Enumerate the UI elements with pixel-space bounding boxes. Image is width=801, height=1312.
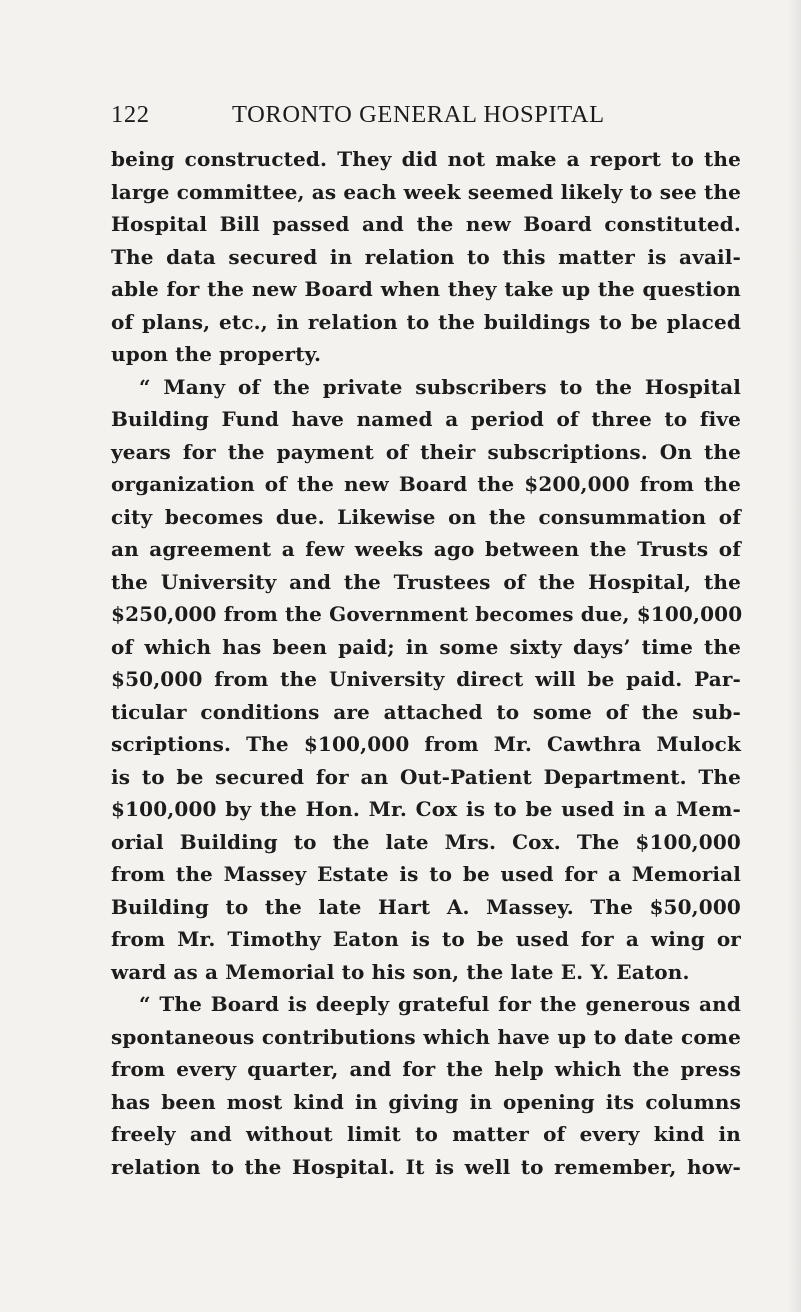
text-line: from every quarter, and for the help which the press	[111, 1057, 741, 1081]
running-head	[111, 101, 671, 131]
text-line: relation to the Hospital. It is well to remember, how-	[111, 1154, 741, 1179]
text-line: organization of the new Board the $200,000 from the	[111, 472, 741, 496]
text-line: $250,000 from the Government becomes due, $100,000	[111, 602, 743, 626]
text-line: Hospital Bill passed and the new Board constituted.	[111, 212, 741, 236]
text-line: able for the new Board when they take up the question	[111, 277, 741, 301]
text-line: Building Fund have named a period of three to five	[111, 407, 741, 431]
text-line: ward as a Memorial to his son, the late E. Y. Eaton.	[111, 959, 690, 984]
text-line: scriptions. The $100,000 from Mr. Cawthra Mulock	[111, 732, 741, 756]
text-line: of plans, etc., in relation to the buildings to be placed	[111, 309, 741, 334]
text-line: ticular conditions are attached to some of the sub-	[111, 699, 741, 724]
text-line: spontaneous contributions which have up to date come	[111, 1024, 741, 1049]
text-line: has been most kind in giving in opening its columns	[111, 1089, 741, 1114]
text-line: The data secured in relation to this matter is avail-	[111, 244, 741, 269]
text-line: large committee, as each week seemed likely to see the	[111, 179, 741, 204]
text-line: Building to the late Hart A. Massey. The $50,000	[111, 894, 741, 919]
text-line: years for the payment of their subscriptions. On the	[111, 439, 741, 464]
text-line: “ The Board is deeply grateful for the generous and	[139, 992, 741, 1016]
page-number: 122	[111, 101, 150, 128]
text-line: from Mr. Timothy Eaton is to be used for a wing or	[111, 927, 741, 951]
text-line: from the Massey Estate is to be used for a Memorial	[111, 862, 741, 886]
text-line: city becomes due. Likewise on the consummation of	[111, 504, 741, 529]
text-line: of which has been paid; in some sixty days’ time the	[111, 634, 741, 659]
text-line: $50,000 from the University direct will be paid. Par-	[111, 667, 741, 691]
text-line: upon the property.	[111, 342, 322, 366]
text-line: an agreement a few weeks ago between the Trusts of	[111, 537, 741, 561]
text-line: freely and without limit to matter of every kind in	[111, 1122, 741, 1146]
text-line: being constructed. They did not make a report to the	[111, 147, 741, 171]
text-line: $100,000 by the Hon. Mr. Cox is to be used in a Mem-	[111, 797, 741, 821]
text-line: orial Building to the late Mrs. Cox. The $100,000	[111, 829, 741, 854]
text-line: the University and the Trustees of the Hospital, the	[111, 569, 741, 594]
text-line: is to be secured for an Out-Patient Department. The	[111, 764, 741, 789]
running-title: TORONTO GENERAL HOSPITAL	[232, 101, 605, 128]
body-text	[111, 143, 741, 1183]
text-line: “ Many of the private subscribers to the Hospital	[139, 374, 741, 399]
page-edge-shadow	[787, 0, 801, 1312]
